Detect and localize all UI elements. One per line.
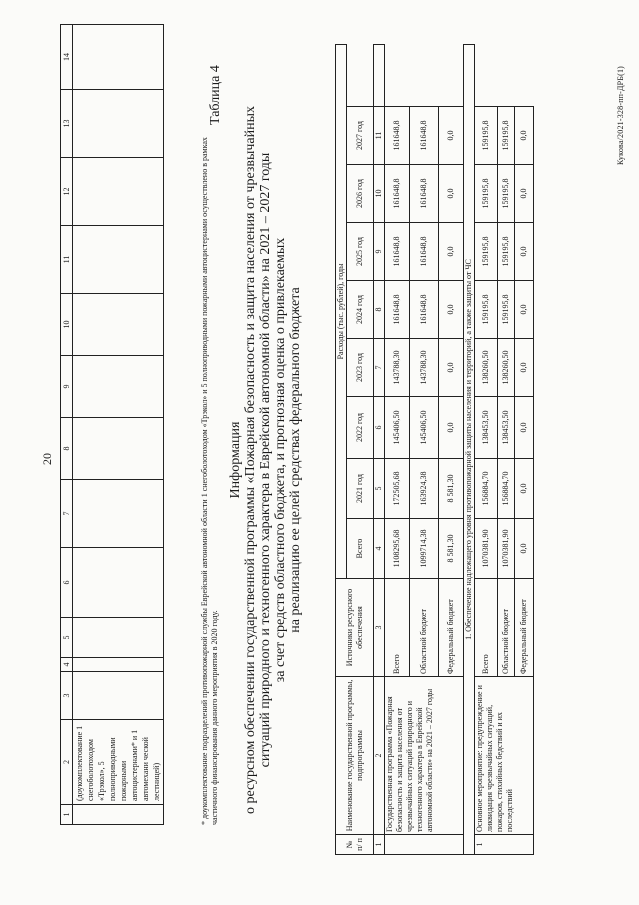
header-row-1 xyxy=(336,44,347,854)
document-code: Кукова/2021-328-пп-ДРБ(1) xyxy=(616,65,625,165)
cont-col-9: 9 xyxy=(61,356,73,418)
table-label: Таблица 4 xyxy=(208,65,223,125)
activity-num: 1 xyxy=(475,835,534,855)
source-label: Областной бюджет xyxy=(410,579,439,677)
table-row: Федеральный бюджет 0,0 0,0 0,0 0,0 0,0 0,0 0,0 0,0 xyxy=(515,44,534,854)
col-total-header: Всего xyxy=(347,519,374,579)
source-label: Федеральный бюджет xyxy=(515,579,534,677)
col-year-2021: 2021 год xyxy=(347,459,374,519)
title-line-5: на реализацию ее целей средствах федерального бюджета xyxy=(288,287,303,633)
program-num xyxy=(385,835,464,855)
cont-col-14: 14 xyxy=(61,25,73,90)
table-row: 1 Основное мероприятие: предупреждение и ликвидация чрезвычайных ситуаций, пожаров, стихийных бедствий и их последствий Всего 1070381,90 156884,70 138453,50 138260,50 159195,8 159195,8 159195,8 159195,8 xyxy=(475,44,498,854)
cont-col-12: 12 xyxy=(61,158,73,226)
col-year-2022: 2022 год xyxy=(347,397,374,459)
col-year-2024: 2024 год xyxy=(347,281,374,339)
section-row xyxy=(464,44,475,854)
continuation-row xyxy=(73,25,164,825)
cont-col-8: 8 xyxy=(61,418,73,480)
title-block xyxy=(228,75,303,845)
cont-col-1: 1 xyxy=(61,805,73,825)
col-name-header: Наименование государственной программы, подпрограммы xyxy=(336,677,374,835)
continuation-table xyxy=(60,24,164,825)
index-row: 1 2 3 4 5 6 7 8 9 10 11 xyxy=(374,44,385,854)
col-year-2026: 2026 год xyxy=(347,165,374,223)
col-year-2027: 2027 год xyxy=(347,107,374,165)
section-title: 1. Обеспечение надлежащего уровня противопожарной защиты населения и территорий, а также защиты от ЧС xyxy=(464,44,475,854)
col-source-header: Источники ресурсного обеспечения xyxy=(336,579,374,677)
col-num-header: № п/ п xyxy=(336,835,374,855)
page-number: 20 xyxy=(40,453,54,465)
cont-col-3: 3 xyxy=(61,672,73,720)
cont-col-5: 5 xyxy=(61,618,73,658)
expenses-header: Расходы (тыс. рублей), годы xyxy=(336,44,347,578)
table-row: Областной бюджет 1099714,38 163924,38 145406,50 143788,30 161648,8 161648,8 161648,8 161648,8 xyxy=(410,44,439,854)
title-line-4: за счет средств областного бюджета, и прогнозная оценка о привлекаемых xyxy=(273,237,288,683)
source-label: Федеральный бюджет xyxy=(439,579,464,677)
table-row: Областной бюджет 1070381,90 156884,70 138453,50 138260,50 159195,8 159195,8 159195,8 159195,8 xyxy=(498,44,515,854)
title-line-3: ситуаций природного и техногенного характера в Еврейской автономной области» на 2021 – 2027 годы xyxy=(258,152,273,768)
cont-col-13: 13 xyxy=(61,90,73,158)
activity-name: Основное мероприятие: предупреждение и ликвидация чрезвычайных ситуаций, пожаров, стихийных бедствий и их последствий xyxy=(475,677,534,835)
cont-col-10: 10 xyxy=(61,294,73,356)
table-row: Федеральный бюджет 8 581,30 8 581,30 0,0 0,0 0,0 0,0 0,0 0,0 xyxy=(439,44,464,854)
cont-col-2: 2 xyxy=(61,720,73,805)
source-label: Всего xyxy=(475,579,498,677)
continuation-row-text: (доукомплектование 1 снегоболотоходом «Трэкол», 5 полноприводными пожарными автоцистернами* и 1 автомехани ческой лестницей) xyxy=(73,720,164,805)
col-year-2023: 2023 год xyxy=(347,339,374,397)
col-year-2025: 2025 год xyxy=(347,223,374,281)
footnote: * доукомплектование подразделений противопожарной службы Еврейской автономной области 1 снегоболотоходом «Трэкол» и 5 полноприводными пожарными автоцистернами осуществлено в рамках частичного финансирования данного мероприятия в 2020 году. xyxy=(200,137,219,825)
title-heading: Информация xyxy=(228,421,243,499)
program-name: Государственная программа «Пожарная безопасность и защита населения от чрезвычайных ситуаций природного и техногенного характера в Еврейской автономной области» на 2021 – 2027 годы xyxy=(385,677,464,835)
cont-col-11: 11 xyxy=(61,226,73,294)
resource-table xyxy=(335,44,534,855)
continuation-header-row xyxy=(61,25,73,825)
source-label: Областной бюджет xyxy=(498,579,515,677)
cont-col-7: 7 xyxy=(61,480,73,548)
title-line-2: о ресурсном обеспечении государственной программы «Пожарная безопасность и защита населения от чрезвычайных xyxy=(243,105,258,815)
cont-col-4: 4 xyxy=(61,658,73,672)
cont-col-6: 6 xyxy=(61,548,73,618)
source-label: Всего xyxy=(385,579,410,677)
table-row: Государственная программа «Пожарная безопасность и защита населения от чрезвычайных ситуаций природного и техногенного характера в Еврейской автономной области» на 2021 – 2027 годы Всего 1108295,68 172505,68 145406,50 143788,30 161648,8 161648,8 161648,8 161648,8 xyxy=(385,44,410,854)
